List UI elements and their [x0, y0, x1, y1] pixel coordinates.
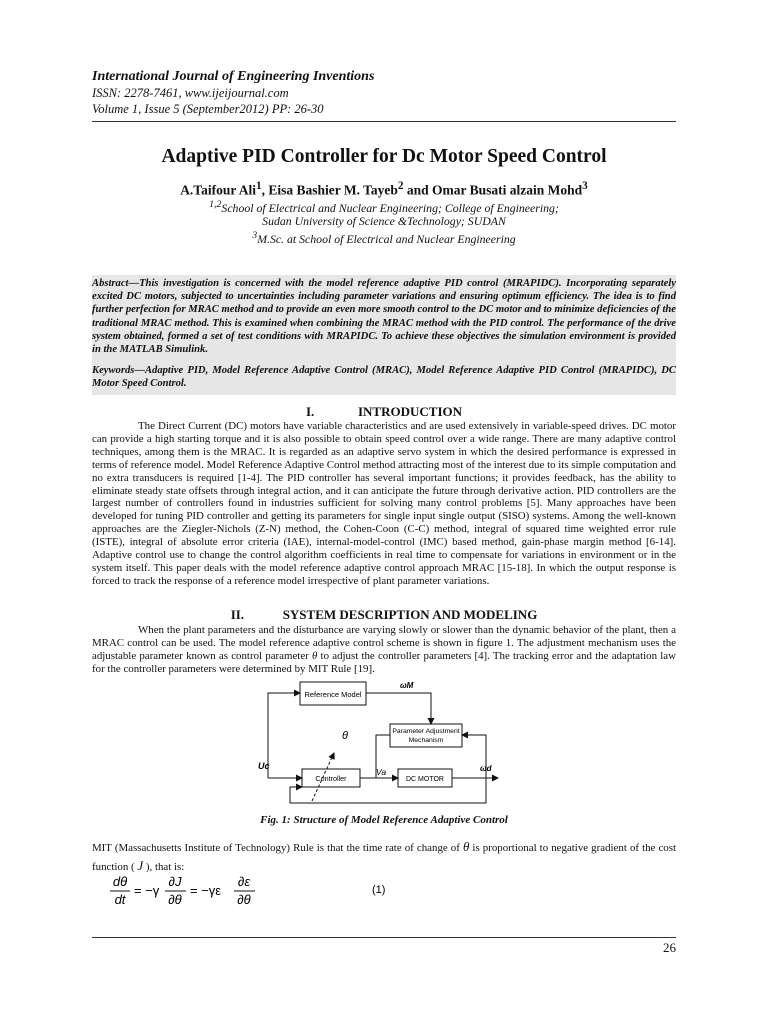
author-3: and Omar Busati alzain Mohd	[403, 182, 583, 198]
equation-number: (1)	[372, 884, 386, 896]
affil-line-3: M.Sc. at School of Electrical and Nuclear Engineering	[257, 231, 516, 246]
keywords-text: Keywords—Adaptive PID, Model Reference Adaptive Control (MRAC), Model Reference Adaptive PID Control (MRAPIDC), DC Motor Speed Control.	[92, 365, 676, 390]
paper-title: Adaptive PID Controller for Dc Motor Speed Control	[161, 146, 607, 167]
author-2: , Eisa Bashier M. Tayeb	[261, 182, 398, 198]
journal-name: International Journal of Engineering Inventions	[92, 69, 375, 84]
eq-equals-1: = −γ	[134, 883, 160, 898]
journal-header	[92, 68, 692, 117]
eq-equals-2: = −γε	[190, 883, 222, 898]
section-2-paragraph	[92, 624, 676, 676]
figure-caption: Fig. 1: Structure of Model Reference Adaptive Control	[260, 814, 508, 826]
section-1-title: INTRODUCTION	[357, 404, 462, 419]
journal-issn: ISSN: 2278-7461, www.ijeijournal.com	[92, 86, 289, 100]
controller-label: Controller	[315, 774, 347, 783]
section-2-title: SYSTEM DESCRIPTION AND MODELING	[282, 607, 538, 622]
equation-1	[108, 874, 408, 908]
eq-dJ: ∂J	[168, 874, 182, 889]
journal-volume: Volume 1, Issue 5 (September2012) PP: 26-30	[92, 102, 324, 116]
authors	[92, 180, 676, 199]
abstract-box	[92, 275, 676, 395]
reference-model-label: Reference Model	[304, 690, 362, 699]
ref-output-line	[366, 693, 431, 724]
param-adjust-label-2: Mechanism	[408, 737, 444, 744]
section-2-text-b: to adjust the controller parameters [4]. The tracking error and the adaptation law for the controller parameters were determined by MIT Rule [19].	[92, 649, 676, 675]
author-1-sup: 1	[255, 180, 262, 192]
eq-dtheta: dθ	[112, 874, 128, 889]
mrac-block-diagram	[240, 675, 530, 815]
section-1-paragraph: The Direct Current (DC) motors have variable characteristics and are used extensively in variable-speed drives. DC motor can provide a high starting torque and it is also possible to obtain speed control over a wide range. There are many adaptive control techniques, among them is the MRAC. It is regarded as an adaptive servo system in which the desired performance is expressed in terms of reference model. Model Reference Adaptive Control method attracting most of the interest due to its simple computation and no extra transducers is required [1-4]. The PID controller has several important functions; it provides feedback, has the ability to eliminate steady state offsets through integral action, and it can anticipate the future through derivative action. PID controllers are the largest number of controllers found in industries sufficient for solving many control problems [5]. Many approaches have been developed for tuning PID controller and getting its parameters for single input single output (SISO) systems. Among the well-known approaches are the Ziegler-Nichols (Z-N) method, the Cohen-Coon (C-C) method, integral of squared time weighted error rule (ISTE), integral of absolute error criteria (IAE), internal-model-control (IMC) based method, gain-phase margin method [6-14]. Adaptive control use to change the control algorithm coefficients in real time to compensate for variations in environment or in the system itself. This paper deals with the model reference adaptive control approach MRAC [15-18]. In which the output response is forced to track the response of a reference model irrespective of plant parameter variations.	[92, 420, 676, 587]
mit-rule-paragraph	[92, 838, 676, 876]
affil-line-2: Sudan University of Science &Technology; SUDAN	[262, 214, 506, 229]
omega-m-label: ωM	[400, 681, 414, 690]
mit-theta: θ	[462, 839, 470, 854]
param-adjust-label-1: Parameter Adjustment	[392, 728, 460, 735]
affil-3-sup: 3	[252, 229, 258, 241]
footer-divider	[92, 937, 676, 938]
header-divider	[92, 121, 676, 122]
theta-label: θ	[342, 730, 348, 742]
page-number: 26	[663, 940, 676, 955]
abstract-text: Abstract—This investigation is concerned with the model reference adaptive PID control (MRAPIDC). Incorporating separately excited DC motors, subjected to uncertainties including parameter variations and ensuring optimum efficiency. The idea is to find further perfection for MRAC method and to provide an even more smooth control to the DC motor and to minimize deficiencies of the traditional MRAC method. This is examined when combining the MRAC method with the PID control. The performance of the drive system obtained, formed a set of test conditions with MRAPIDC. To achieve these objectives the simulation environment is provided in the MATLAB Simulink.	[92, 278, 676, 356]
eq-dtheta-2: ∂θ	[168, 892, 182, 907]
dc-motor-label: DC MOTOR	[406, 776, 444, 783]
section-1-body	[92, 420, 676, 588]
eq-dtheta-3: ∂θ	[237, 892, 251, 907]
affil-1-sup: 1,2	[209, 199, 222, 210]
author-3-sup: 3	[582, 180, 588, 192]
section-2-heading	[92, 607, 676, 623]
va-label: Va	[376, 767, 387, 777]
eq-deps: ∂ε	[237, 874, 251, 889]
mit-text-c: ), that is:	[143, 861, 185, 873]
section-2-body	[92, 624, 676, 676]
mit-text-a: MIT (Massachusetts Institute of Technology) Rule is that the time rate of change of	[92, 842, 463, 854]
section-2-text-a: When the plant parameters and the disturbance are varying slowly or slower than the dynamic behavior of the plant, then a MRAC control can be used. The model reference adaptive control scheme is shown in figure 1. The adjustment mechanism uses the adjustable parameter known as control parameter	[92, 624, 676, 662]
uc-label: Uc	[258, 761, 270, 771]
section-2-number: II.	[230, 607, 245, 622]
input-to-ref-line	[268, 693, 300, 778]
section-1-heading	[92, 404, 676, 420]
theta-symbol: θ	[312, 649, 318, 662]
mit-j: J	[137, 858, 144, 873]
mit-text-b: is proportional to negative gradient of the cost function (	[92, 842, 677, 873]
author-2-sup: 2	[397, 180, 404, 192]
author-1: A.Taifour Ali	[180, 182, 256, 198]
omega-d-label: ωd	[480, 764, 492, 773]
affil-line-1: School of Electrical and Nuclear Engineering; College of Engineering;	[221, 200, 559, 215]
section-1-number: I.	[305, 404, 315, 419]
eq-dt: dt	[114, 892, 126, 907]
affiliations	[92, 198, 676, 246]
